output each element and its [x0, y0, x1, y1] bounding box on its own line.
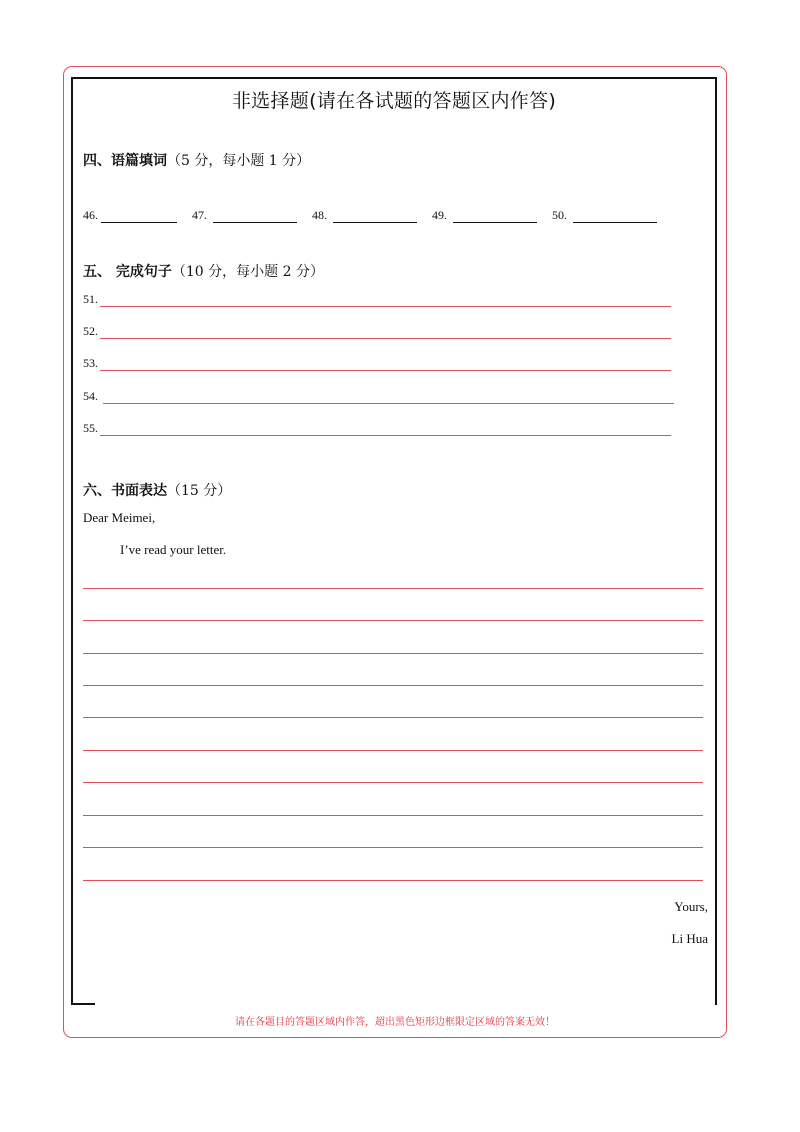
salutation: Dear Meimei, — [83, 510, 156, 525]
section-4-title: 四、语篇填词 — [83, 153, 167, 169]
writing-line[interactable] — [83, 750, 703, 751]
writing-line[interactable] — [83, 620, 703, 621]
writing-line[interactable] — [83, 880, 703, 881]
blank-46-label: 46. — [83, 208, 98, 222]
sentence-52-line[interactable] — [100, 338, 671, 339]
section-4-heading — [83, 150, 310, 170]
footer-warning: 请在各题目的答题区域内作答，超出黑色矩形边框限定区域的答案无效！ — [235, 1017, 555, 1028]
answer-area-frame — [71, 77, 717, 1005]
blank-47-line[interactable] — [213, 222, 297, 223]
sentence-55-label: 55. — [83, 421, 98, 435]
section-4-note: （5 分，每小题 1 分） — [167, 153, 311, 169]
writing-line[interactable] — [83, 588, 703, 589]
sentence-51-label: 51. — [83, 292, 98, 306]
section-5-note: （10 分，每小题 2 分） — [171, 264, 324, 280]
closing: Yours, — [674, 899, 708, 914]
writing-line[interactable] — [83, 847, 703, 848]
section-5-title: 五、 完成句子 — [83, 264, 172, 280]
signature: Li Hua — [671, 931, 708, 946]
blank-49-label: 49. — [432, 208, 447, 222]
writing-line[interactable] — [83, 653, 703, 654]
writing-line[interactable] — [83, 815, 703, 816]
sentence-53-label: 53. — [83, 356, 98, 370]
writing-line[interactable] — [83, 717, 703, 718]
blank-46-line[interactable] — [101, 222, 177, 223]
writing-line[interactable] — [83, 782, 703, 783]
section-6-note: （15 分） — [167, 483, 232, 499]
blank-47-label: 47. — [192, 208, 207, 222]
section-6-title: 六、书面表达 — [83, 483, 167, 499]
section-6-heading — [83, 480, 231, 500]
writing-line[interactable] — [83, 685, 703, 686]
section-5-heading — [83, 261, 324, 281]
blank-50-line[interactable] — [573, 222, 657, 223]
sentence-52-label: 52. — [83, 324, 98, 338]
blank-50-label: 50. — [552, 208, 567, 222]
sentence-54-label: 54. — [83, 389, 98, 403]
page-title: 非选择题(请在各试题的答题区内作答) — [231, 90, 557, 112]
sentence-54-line[interactable] — [103, 403, 674, 404]
sentence-55-line[interactable] — [100, 435, 671, 436]
blank-48-label: 48. — [312, 208, 327, 222]
blank-48-line[interactable] — [333, 222, 417, 223]
blank-49-line[interactable] — [453, 222, 537, 223]
opening-sentence: I’ve read your letter. — [120, 542, 227, 557]
frame-corner-mark — [71, 1003, 95, 1005]
sentence-51-line[interactable] — [100, 306, 671, 307]
sentence-53-line[interactable] — [100, 370, 671, 371]
